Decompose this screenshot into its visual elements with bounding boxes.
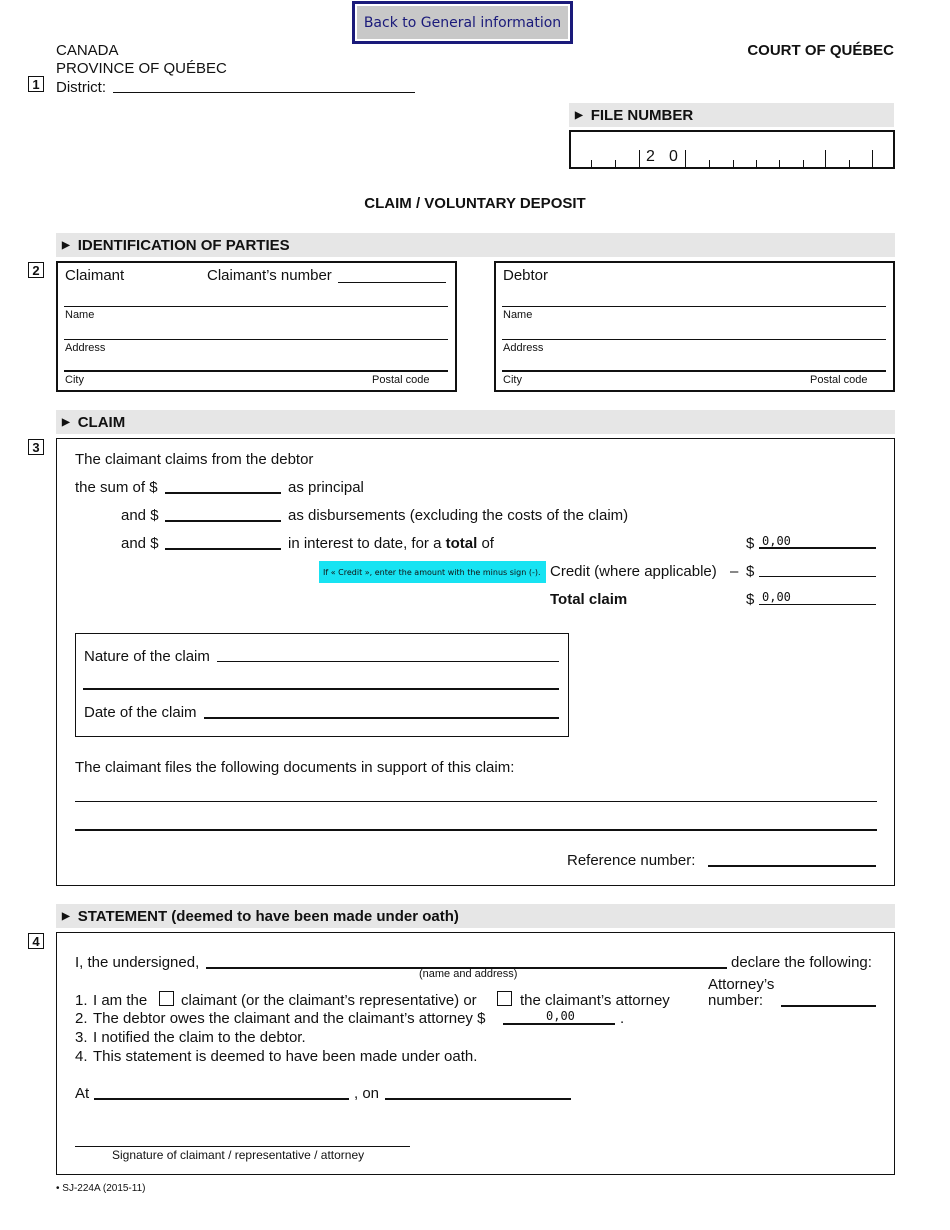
- file-number-input[interactable]: [573, 134, 891, 166]
- of-word: of: [481, 535, 494, 552]
- date-label: Date of the claim: [84, 704, 197, 721]
- signature-label: Signature of claimant / representative / attorney: [112, 1148, 365, 1162]
- and-label-disbursements: and $: [121, 507, 159, 524]
- debtor-city-input[interactable]: [504, 354, 794, 369]
- interest-amount-input[interactable]: [166, 534, 280, 548]
- signature-input[interactable]: [77, 1120, 408, 1144]
- item3-text: I notified the claim to the debtor.: [93, 1029, 306, 1046]
- item2-text: The debtor owes the claimant and the claimant’s attorney $: [93, 1010, 486, 1027]
- credit-tooltip: If « Credit », enter the amount with the minus sign (-).: [319, 561, 546, 583]
- form-title: CLAIM / VOLUNTARY DEPOSIT: [364, 195, 586, 212]
- form-code: • SJ-224A (2015-11): [56, 1183, 146, 1194]
- file-number-label: FILE NUMBER: [590, 106, 694, 124]
- claimant-postal-code-label: Postal code: [372, 374, 430, 386]
- nature-label: Nature of the claim: [84, 648, 210, 665]
- documents-input-line-1[interactable]: [77, 786, 875, 801]
- file-number-digit-0: 0: [669, 148, 678, 165]
- item3-number: 3.: [75, 1029, 88, 1046]
- and-label-interest: and $: [121, 535, 159, 552]
- triangle-right-icon: ▶: [62, 239, 70, 251]
- debtor-postal-code-label: Postal code: [810, 374, 868, 386]
- total-claim-dollar-sign: $: [746, 591, 755, 608]
- item1-attorney-text: the claimant’s attorney: [520, 992, 670, 1009]
- file-number-digit-2: 2: [646, 148, 655, 165]
- claimant-name-label: Name: [65, 309, 95, 321]
- claim-intro: The claimant claims from the debtor: [75, 451, 314, 468]
- claimant-postal-code-input[interactable]: [364, 354, 446, 369]
- debtor-title: Debtor: [503, 267, 549, 284]
- interest-text: [288, 535, 494, 552]
- claimant-address-input[interactable]: [66, 323, 446, 338]
- reference-label: Reference number:: [567, 852, 696, 869]
- total-claim-label: Total claim: [550, 591, 628, 608]
- section-number-3: 3: [28, 439, 44, 455]
- triangle-right-icon: ▶: [575, 109, 583, 121]
- documents-input-line-2[interactable]: [77, 814, 875, 829]
- principal-amount-input[interactable]: [166, 478, 280, 492]
- nature-input-line-1[interactable]: [219, 646, 557, 661]
- credit-label: Credit (where applicable): [550, 563, 717, 580]
- total-word: total: [445, 535, 478, 552]
- name-address-note: (name and address): [419, 968, 518, 980]
- debtor-address-input[interactable]: [504, 323, 884, 338]
- sum-label: the sum of $: [75, 479, 158, 496]
- declare-label: declare the following:: [731, 954, 872, 971]
- item4-number: 4.: [75, 1048, 88, 1065]
- court-label: COURT OF QUÉBEC: [747, 42, 894, 59]
- at-label: At: [75, 1085, 90, 1102]
- file-number-header: [569, 103, 894, 127]
- claimant-city-input[interactable]: [66, 354, 356, 369]
- item1-number: 1.: [75, 992, 88, 1009]
- triangle-right-icon: ▶: [62, 416, 70, 428]
- total-dollar-sign: $: [746, 535, 755, 552]
- item2-number: 2.: [75, 1010, 88, 1027]
- debtor-name-label: Name: [503, 309, 533, 321]
- country-label: CANADA: [56, 42, 119, 59]
- debtor-box: [494, 261, 895, 392]
- item2-period: .: [620, 1010, 625, 1027]
- on-label: , on: [354, 1085, 380, 1102]
- claimant-checkbox[interactable]: [159, 991, 174, 1006]
- item1-prefix: I am the: [93, 992, 148, 1009]
- attorney-number-label-1: Attorney’s: [708, 976, 775, 993]
- date-of-claim-input[interactable]: [206, 702, 557, 717]
- claim-heading: CLAIM: [77, 413, 126, 431]
- interest-text-label: in interest to date, for a: [288, 535, 442, 552]
- triangle-right-icon: ▶: [62, 910, 70, 922]
- total-claim-value: 0,00: [762, 590, 791, 604]
- attorney-number-label-2: number:: [708, 992, 764, 1009]
- debtor-name-input[interactable]: [504, 290, 884, 305]
- attorney-number-input[interactable]: [783, 990, 874, 1005]
- parties-header: [56, 233, 895, 257]
- section-number-4: 4: [28, 933, 44, 949]
- credit-dash: –: [730, 563, 739, 580]
- credit-dollar-sign: $: [746, 563, 755, 580]
- province-label: PROVINCE OF QUÉBEC: [56, 60, 227, 77]
- place-input[interactable]: [96, 1083, 347, 1098]
- item2-value: 0,00: [546, 1009, 575, 1023]
- claimant-address-label: Address: [65, 342, 106, 354]
- documents-text: The claimant files the following documents in support of this claim:: [75, 759, 515, 776]
- debtor-postal-code-input[interactable]: [802, 354, 884, 369]
- claimant-city-label: City: [65, 374, 84, 386]
- statement-heading: STATEMENT (deemed to have been made under oath): [77, 907, 459, 925]
- item4-text: This statement is deemed to have been made under oath.: [93, 1048, 478, 1065]
- claim-header: [56, 410, 895, 434]
- attorney-checkbox[interactable]: [497, 991, 512, 1006]
- item1-claimant-text: claimant (or the claimant’s representative) or: [181, 992, 477, 1009]
- disbursements-amount-input[interactable]: [166, 506, 280, 520]
- claimant-number-label: Claimant’s number: [207, 267, 332, 284]
- section-number-1: 1: [28, 76, 44, 92]
- district-label: District:: [56, 79, 106, 96]
- parties-heading: IDENTIFICATION OF PARTIES: [77, 236, 290, 254]
- total-value: 0,00: [762, 534, 791, 548]
- file-number-box: [569, 130, 895, 169]
- name-and-address-input[interactable]: [208, 952, 725, 967]
- debtor-address-label: Address: [503, 342, 544, 354]
- back-to-general-information-button[interactable]: Back to General information: [352, 1, 573, 44]
- undersigned-label: I, the undersigned,: [75, 954, 200, 971]
- date-input[interactable]: [387, 1083, 569, 1098]
- nature-date-box: [75, 633, 569, 737]
- claimant-number-input[interactable]: [340, 267, 444, 282]
- section-number-2: 2: [28, 262, 44, 278]
- district-input[interactable]: [114, 77, 414, 92]
- claimant-box: [56, 261, 457, 392]
- as-disbursements-label: as disbursements (excluding the costs of the claim): [288, 507, 629, 524]
- claimant-title: Claimant: [65, 267, 125, 284]
- statement-header: [56, 904, 895, 928]
- nature-input-line-2[interactable]: [85, 673, 557, 688]
- as-principal-label: as principal: [288, 479, 364, 496]
- claimant-name-input[interactable]: [66, 290, 446, 305]
- reference-number-input[interactable]: [710, 850, 874, 865]
- credit-amount-input[interactable]: [762, 562, 874, 576]
- debtor-city-label: City: [503, 374, 522, 386]
